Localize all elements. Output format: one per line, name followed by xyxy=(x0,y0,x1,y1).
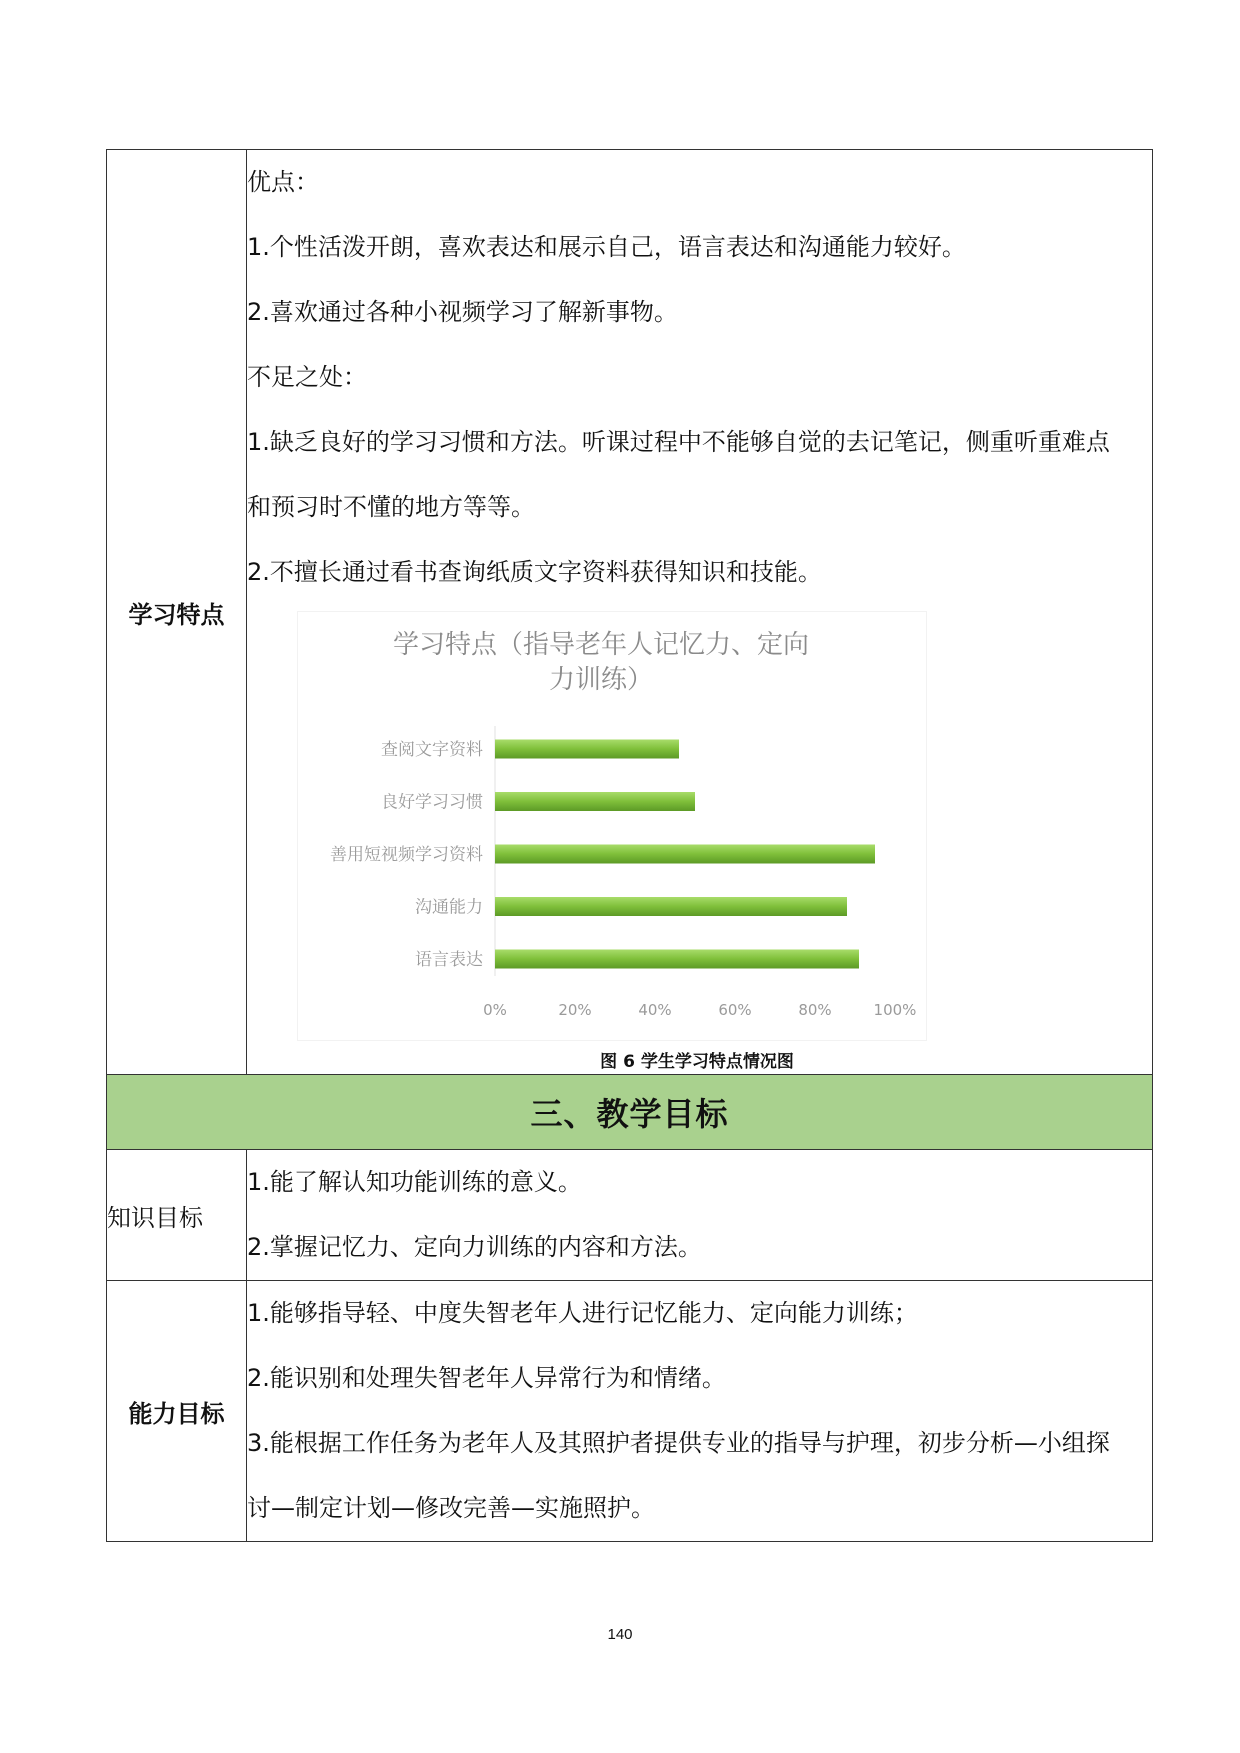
text-line: 2.不擅长通过看书查询纸质文字资料获得知识和技能。 xyxy=(247,558,822,586)
learning-characteristics-label: 学习特点 xyxy=(107,150,247,1075)
page-number: 140 xyxy=(607,1626,633,1643)
category-label: 查阅文字资料 xyxy=(381,740,483,760)
figure-caption: 图 6 学生学习特点情况图 xyxy=(600,1052,794,1072)
text-line: 1.缺乏良好的学习习惯和方法。听课过程中不能够自觉的去记笔记，侧重听重难点 xyxy=(247,428,1110,456)
learning-characteristics-row xyxy=(107,150,1153,1075)
text-line: 优点： xyxy=(247,168,319,196)
learning-characteristics-content xyxy=(247,150,1153,1075)
text-line: 不足之处： xyxy=(247,363,367,391)
section-header: 三、教学目标 xyxy=(107,1075,1153,1150)
text-line: 1.能了解认知功能训练的意义。 xyxy=(247,1168,582,1196)
text-line: 2.掌握记忆力、定向力训练的内容和方法。 xyxy=(247,1233,702,1261)
bar xyxy=(495,845,875,864)
category-label: 沟通能力 xyxy=(415,897,483,918)
x-tick-label: 0% xyxy=(483,1001,507,1019)
ability-goals-row xyxy=(107,1281,1153,1542)
text-line: 和预习时不懂的地方等等。 xyxy=(247,493,535,521)
section-header-row xyxy=(107,1075,1153,1150)
lesson-plan-table xyxy=(106,149,1153,1542)
x-tick-label: 80% xyxy=(798,1001,832,1019)
category-label: 善用短视频学习资料 xyxy=(330,845,483,865)
text-line: 2.能识别和处理失智老年人异常行为和情绪。 xyxy=(247,1364,726,1392)
bar xyxy=(495,740,679,759)
chart-title-line-2: 力训练） xyxy=(548,665,654,695)
bar xyxy=(495,950,859,969)
knowledge-goals-content xyxy=(247,1150,1153,1281)
text-line: 2.喜欢通过各种小视频学习了解新事物。 xyxy=(247,298,678,326)
knowledge-goals-label: 知识目标 xyxy=(107,1150,247,1281)
ability-goals-content xyxy=(247,1281,1153,1542)
x-tick-label: 100% xyxy=(873,1001,917,1019)
text-line: 讨—制定计划—修改完善—实施照护。 xyxy=(247,1494,655,1522)
ability-goals-label: 能力目标 xyxy=(107,1281,247,1542)
bar xyxy=(495,897,847,916)
learning-characteristics-chart xyxy=(297,611,927,1041)
text-line: 1.个性活泼开朗，喜欢表达和展示自己，语言表达和沟通能力较好。 xyxy=(247,233,966,261)
knowledge-goals-row xyxy=(107,1150,1153,1281)
text-line: 3.能根据工作任务为老年人及其照护者提供专业的指导与护理，初步分析—小组探 xyxy=(247,1429,1110,1457)
text-line: 1.能够指导轻、中度失智老年人进行记忆能力、定向能力训练； xyxy=(247,1299,918,1327)
bar xyxy=(495,792,695,811)
chart-title-line-1: 学习特点（指导老年人记忆力、定向 xyxy=(392,630,810,660)
category-label: 语言表达 xyxy=(415,950,483,970)
x-tick-label: 40% xyxy=(638,1001,672,1019)
category-label: 良好学习习惯 xyxy=(381,792,483,813)
x-tick-label: 20% xyxy=(558,1001,592,1019)
bar-chart-svg xyxy=(297,611,927,1041)
x-tick-label: 60% xyxy=(718,1001,752,1019)
